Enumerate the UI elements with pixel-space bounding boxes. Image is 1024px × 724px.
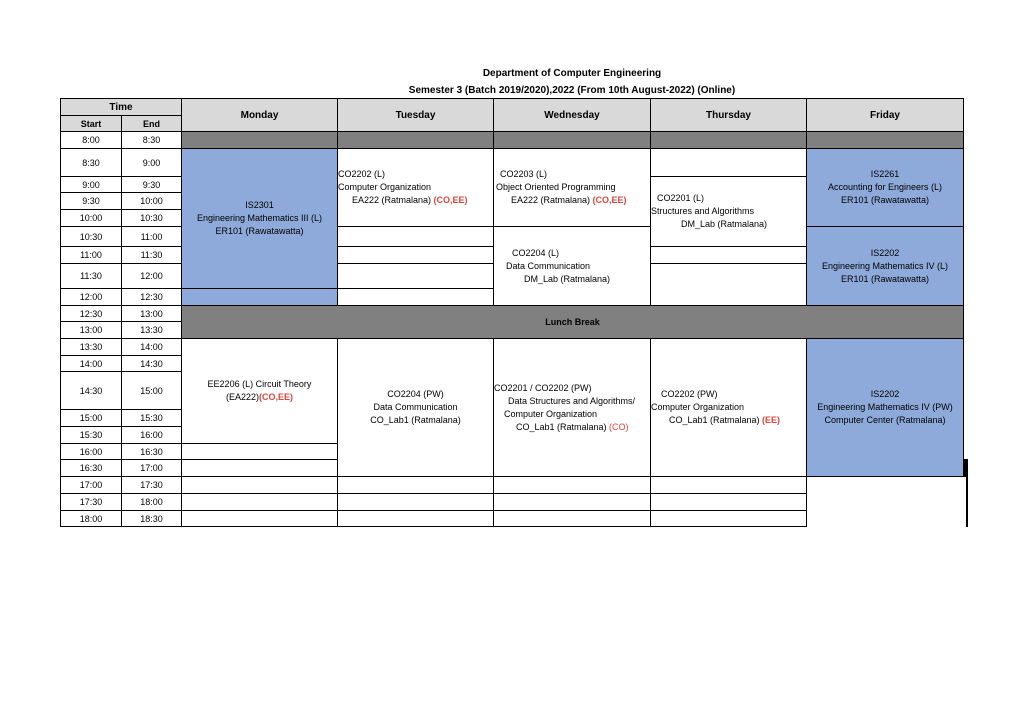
session-title: Data Structures and Algorithms/ — [508, 395, 636, 406]
empty-cell — [338, 247, 494, 264]
blue-block-cell — [967, 460, 968, 527]
blocked-cell — [338, 132, 494, 149]
empty-cell — [651, 494, 807, 511]
session-code: IS2202 — [870, 389, 900, 399]
slot-end: 16:30 — [122, 444, 182, 460]
empty-cell — [182, 460, 338, 477]
session-friday-is2202 — [807, 227, 964, 306]
empty-cell — [182, 511, 338, 527]
slot-start: 12:30 — [61, 306, 122, 322]
slot-start: 9:00 — [61, 177, 122, 193]
slot-end: 17:00 — [122, 460, 182, 477]
empty-cell — [182, 494, 338, 511]
session-groups: (CO,EE) — [433, 195, 468, 205]
slot-end: 11:30 — [122, 247, 182, 264]
slot-end: 15:30 — [122, 410, 182, 427]
end-header: End — [122, 116, 182, 132]
session-tuesday-co2202 — [338, 149, 494, 227]
session-code: CO2202 (PW) — [661, 389, 718, 399]
slot-start: 14:30 — [61, 372, 122, 410]
empty-cell — [338, 511, 494, 527]
session-friday-is2261 — [807, 149, 964, 227]
session-title-2: Computer Organization — [504, 408, 598, 419]
session-venue: ER101 (Rawatawatta) — [215, 226, 304, 236]
day-header-monday: Monday — [182, 99, 338, 132]
session-code: IS2261 — [870, 169, 900, 179]
session-title: Object Oriented Programming — [496, 182, 616, 192]
slot-end: 13:00 — [122, 306, 182, 322]
empty-cell — [338, 477, 494, 494]
slot-start: 11:30 — [61, 264, 122, 289]
session-title: Engineering Mathematics IV (L) — [821, 260, 949, 271]
session-code: CO2204 (L) — [512, 247, 560, 258]
session-code: IS2202 — [870, 247, 900, 258]
blocked-cell — [651, 132, 807, 149]
slot-end: 13:30 — [122, 322, 182, 339]
session-thursday-co2201 — [651, 177, 807, 247]
session-title: Accounting for Engineers (L) — [827, 182, 943, 192]
session-groups: (EE) — [762, 415, 781, 425]
slot-end: 9:00 — [122, 149, 182, 177]
session-wednesday-co2204 — [494, 227, 651, 306]
empty-cell — [494, 477, 651, 494]
slot-start: 10:30 — [61, 227, 122, 247]
session-groups: (CO) — [609, 421, 629, 432]
session-monday-ee2206 — [182, 339, 338, 444]
empty-cell — [338, 227, 494, 247]
session-friday-is2202-pw — [807, 339, 964, 477]
session-venue: ER101 (Rawatawatta) — [840, 273, 930, 284]
empty-cell — [651, 264, 807, 306]
day-header-tuesday: Tuesday — [338, 99, 494, 132]
blocked-cell — [182, 132, 338, 149]
session-thursday-co2202-pw — [651, 339, 807, 477]
empty-cell — [494, 494, 651, 511]
slot-start: 8:00 — [61, 132, 122, 149]
semester-title: Semester 3 (Batch 2019/2020),2022 (From 10th August-2022) (Online) — [408, 85, 736, 96]
session-title: EE2206 (L) Circuit Theory — [207, 379, 312, 389]
slot-start: 16:30 — [61, 460, 122, 477]
session-groups: (CO,EE) — [259, 392, 294, 402]
slot-end: 14:30 — [122, 356, 182, 372]
slot-start: 13:00 — [61, 322, 122, 339]
day-header-friday: Friday — [807, 99, 964, 132]
slot-end: 16:00 — [122, 427, 182, 444]
session-code: CO2204 (PW) — [387, 389, 444, 399]
session-code: IS2301 — [245, 200, 274, 210]
slot-start: 8:30 — [61, 149, 122, 177]
session-venue: CO_Lab1 (Ratmalana) — [370, 415, 461, 425]
slot-end: 12:30 — [122, 289, 182, 306]
session-venue: ER101 (Rawatawatta) — [840, 195, 930, 205]
slot-end: 10:00 — [122, 193, 182, 210]
slot-end: 10:30 — [122, 210, 182, 227]
session-code: CO2202 (L) — [338, 169, 386, 179]
session-groups: (CO,EE) — [592, 195, 627, 205]
blue-block-cell — [182, 289, 338, 306]
session-wednesday-co2203 — [494, 149, 651, 227]
session-venue: DM_Lab (Ratmalana) — [681, 219, 768, 229]
session-venue: EA222 (Ratmalana) — [511, 195, 593, 205]
session-title: Data Communication — [506, 260, 591, 271]
empty-cell — [651, 511, 807, 527]
empty-cell — [182, 477, 338, 494]
session-wednesday-co2201-co2202-pw — [494, 339, 651, 477]
slot-start: 9:30 — [61, 193, 122, 210]
session-monday-is2301 — [182, 149, 338, 289]
session-title: Engineering Mathematics III (L) — [196, 213, 323, 223]
slot-end: 18:00 — [122, 494, 182, 511]
slot-start: 16:00 — [61, 444, 122, 460]
slot-start: 15:00 — [61, 410, 122, 427]
session-venue: Computer Center (Ratmalana) — [824, 415, 946, 425]
session-venue: (EA222) — [225, 392, 259, 402]
empty-cell — [338, 289, 494, 306]
slot-start: 17:00 — [61, 477, 122, 494]
session-title: Engineering Mathematics IV (PW) — [817, 402, 953, 412]
empty-cell — [182, 444, 338, 460]
session-title: Computer Organization — [651, 402, 745, 412]
slot-start: 15:30 — [61, 427, 122, 444]
session-venue: EA222 (Ratmalana) — [352, 195, 434, 205]
blocked-cell — [807, 132, 964, 149]
session-title: Data Communication — [373, 402, 458, 412]
blocked-cell — [494, 132, 651, 149]
empty-cell — [651, 149, 807, 177]
session-code: CO2201 (L) — [657, 193, 705, 203]
session-venue: DM_Lab (Ratmalana) — [524, 273, 611, 284]
slot-start: 12:00 — [61, 289, 122, 306]
slot-start: 11:00 — [61, 247, 122, 264]
department-title: Department of Computer Engineering — [482, 68, 662, 79]
slot-start: 13:30 — [61, 339, 122, 356]
slot-start: 18:00 — [61, 511, 122, 527]
slot-start: 10:00 — [61, 210, 122, 227]
slot-end: 9:30 — [122, 177, 182, 193]
empty-cell — [338, 264, 494, 289]
lunch-break: Lunch Break — [182, 306, 964, 339]
slot-start: 17:30 — [61, 494, 122, 511]
empty-cell — [651, 247, 807, 264]
session-code: CO2203 (L) — [500, 169, 548, 179]
day-header-wednesday: Wednesday — [494, 99, 651, 132]
start-header: Start — [61, 116, 122, 132]
slot-end: 15:00 — [122, 372, 182, 410]
session-code: CO2201 / CO2202 (PW) — [494, 382, 592, 393]
slot-end: 18:30 — [122, 511, 182, 527]
session-venue: CO_Lab1 (Ratmalana) — [516, 421, 610, 432]
session-tuesday-co2204-pw — [338, 339, 494, 477]
session-title: Structures and Algorithms — [651, 206, 755, 216]
slot-end: 17:30 — [122, 477, 182, 494]
slot-start: 14:00 — [61, 356, 122, 372]
day-header-thursday: Thursday — [651, 99, 807, 132]
slot-end: 12:00 — [122, 264, 182, 289]
timetable — [60, 98, 968, 527]
slot-end: 14:00 — [122, 339, 182, 356]
time-header: Time — [61, 99, 182, 116]
empty-cell — [338, 494, 494, 511]
session-title: Computer Organization — [338, 182, 432, 192]
session-venue: CO_Lab1 (Ratmalana) — [669, 415, 763, 425]
slot-end: 11:00 — [122, 227, 182, 247]
slot-end: 8:30 — [122, 132, 182, 149]
empty-cell — [494, 511, 651, 527]
empty-cell — [651, 477, 807, 494]
